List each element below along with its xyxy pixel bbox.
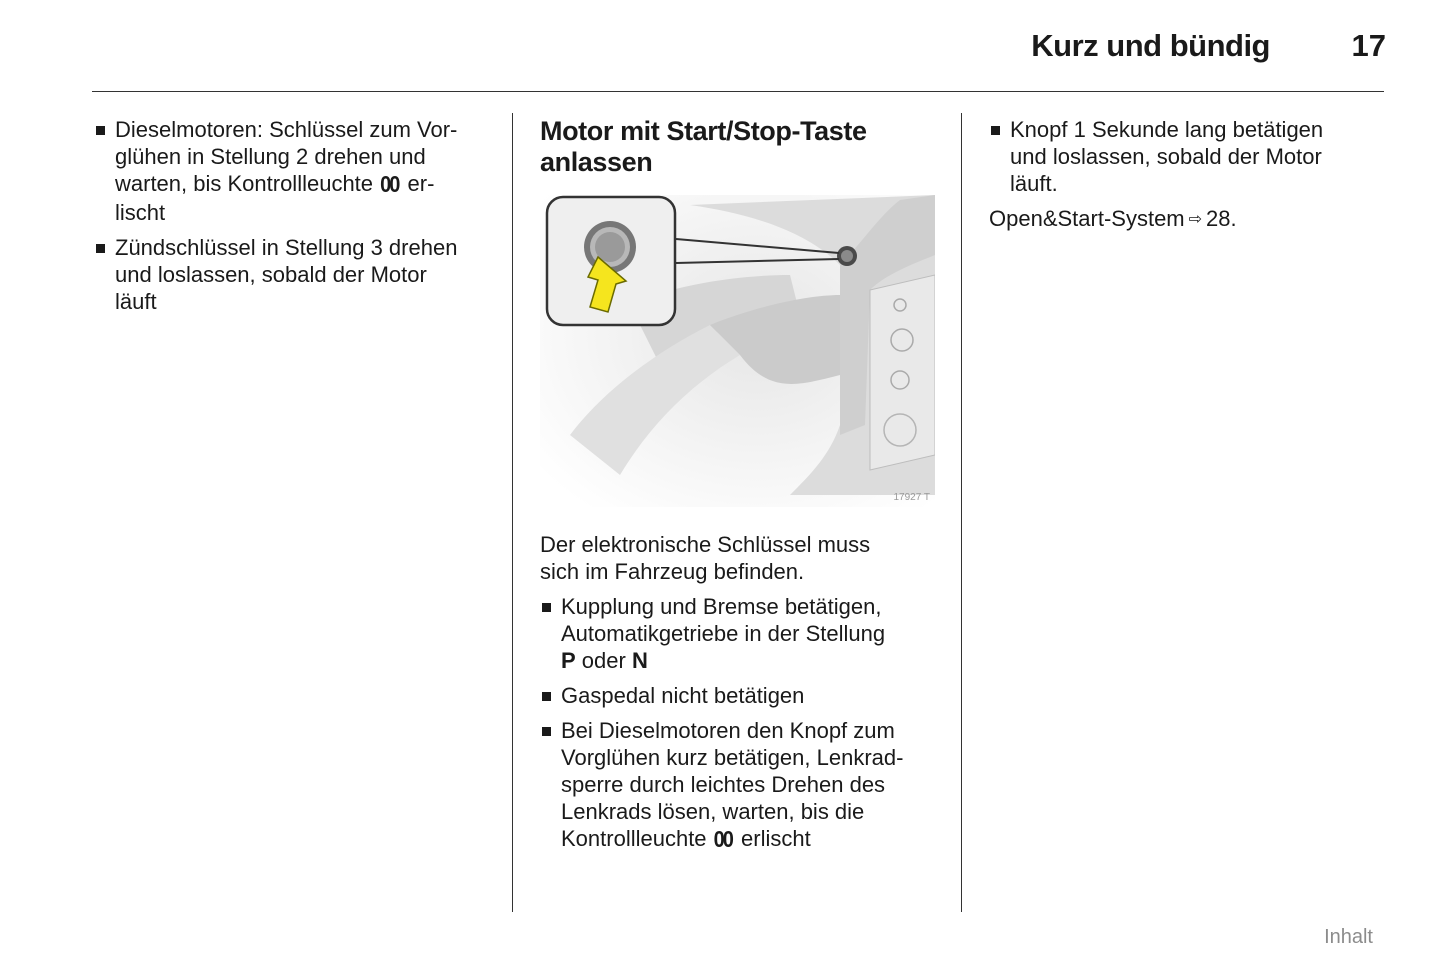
figure-code: 17927 T — [893, 492, 930, 503]
gear-p: P — [561, 648, 576, 673]
bullet-list — [540, 593, 945, 854]
xref-page[interactable]: 28. — [1206, 206, 1237, 231]
cross-reference[interactable] — [989, 205, 1379, 233]
column-left — [94, 116, 494, 323]
bullet-list — [94, 116, 494, 315]
column-right — [989, 116, 1379, 241]
list-item: Knopf 1 Sekunde lang betätigen und loslassen, sobald der Motor läuft. — [989, 116, 1379, 197]
list-item: Kupplung und Bremse betätigen, Automatikgetriebe in der Stellung P oder N — [540, 593, 945, 674]
column-middle — [540, 116, 945, 862]
intro-text: Der elektronische Schlüssel muss sich im Fahrzeug befinden. — [540, 532, 871, 584]
list-item: Gaspedal nicht betätigen — [540, 682, 945, 709]
page-number: 17 — [1351, 28, 1386, 63]
contents-link[interactable]: Inhalt — [1324, 926, 1373, 948]
xref-label[interactable]: Open&Start-System — [989, 206, 1185, 231]
page-title: Kurz und bündig — [1031, 28, 1270, 63]
bullet-list — [989, 116, 1379, 197]
header-divider — [92, 91, 1384, 92]
glow-plug-icon: 00 — [380, 172, 399, 198]
section-heading: Motor mit Start/Stop-Taste anlassen — [540, 116, 867, 177]
gear-n: N — [631, 648, 648, 673]
column-divider-1 — [512, 113, 513, 912]
column-divider-2 — [961, 113, 962, 912]
illustration-svg — [540, 195, 935, 507]
xref-arrow-icon: ⇨ — [1188, 211, 1203, 228]
list-item: Dieselmotoren: Schlüssel zum Vor- glühen in Stellung 2 drehen und warten, bis Kontrollleuchte 00 er- lischt — [94, 116, 494, 226]
list-item: Bei Dieselmotoren den Knopf zum Vorglühen kurz betätigen, Lenkrad- sperre durch leichtes Drehen des Lenkrads lösen, warten, bis die Kontrollleuchte 00 erlischt — [540, 717, 945, 854]
list-item: Zündschlüssel in Stellung 3 drehen und loslassen, sobald der Motor läuft — [94, 234, 494, 315]
glow-plug-icon: 00 — [713, 827, 732, 853]
start-stop-illustration — [540, 195, 935, 507]
